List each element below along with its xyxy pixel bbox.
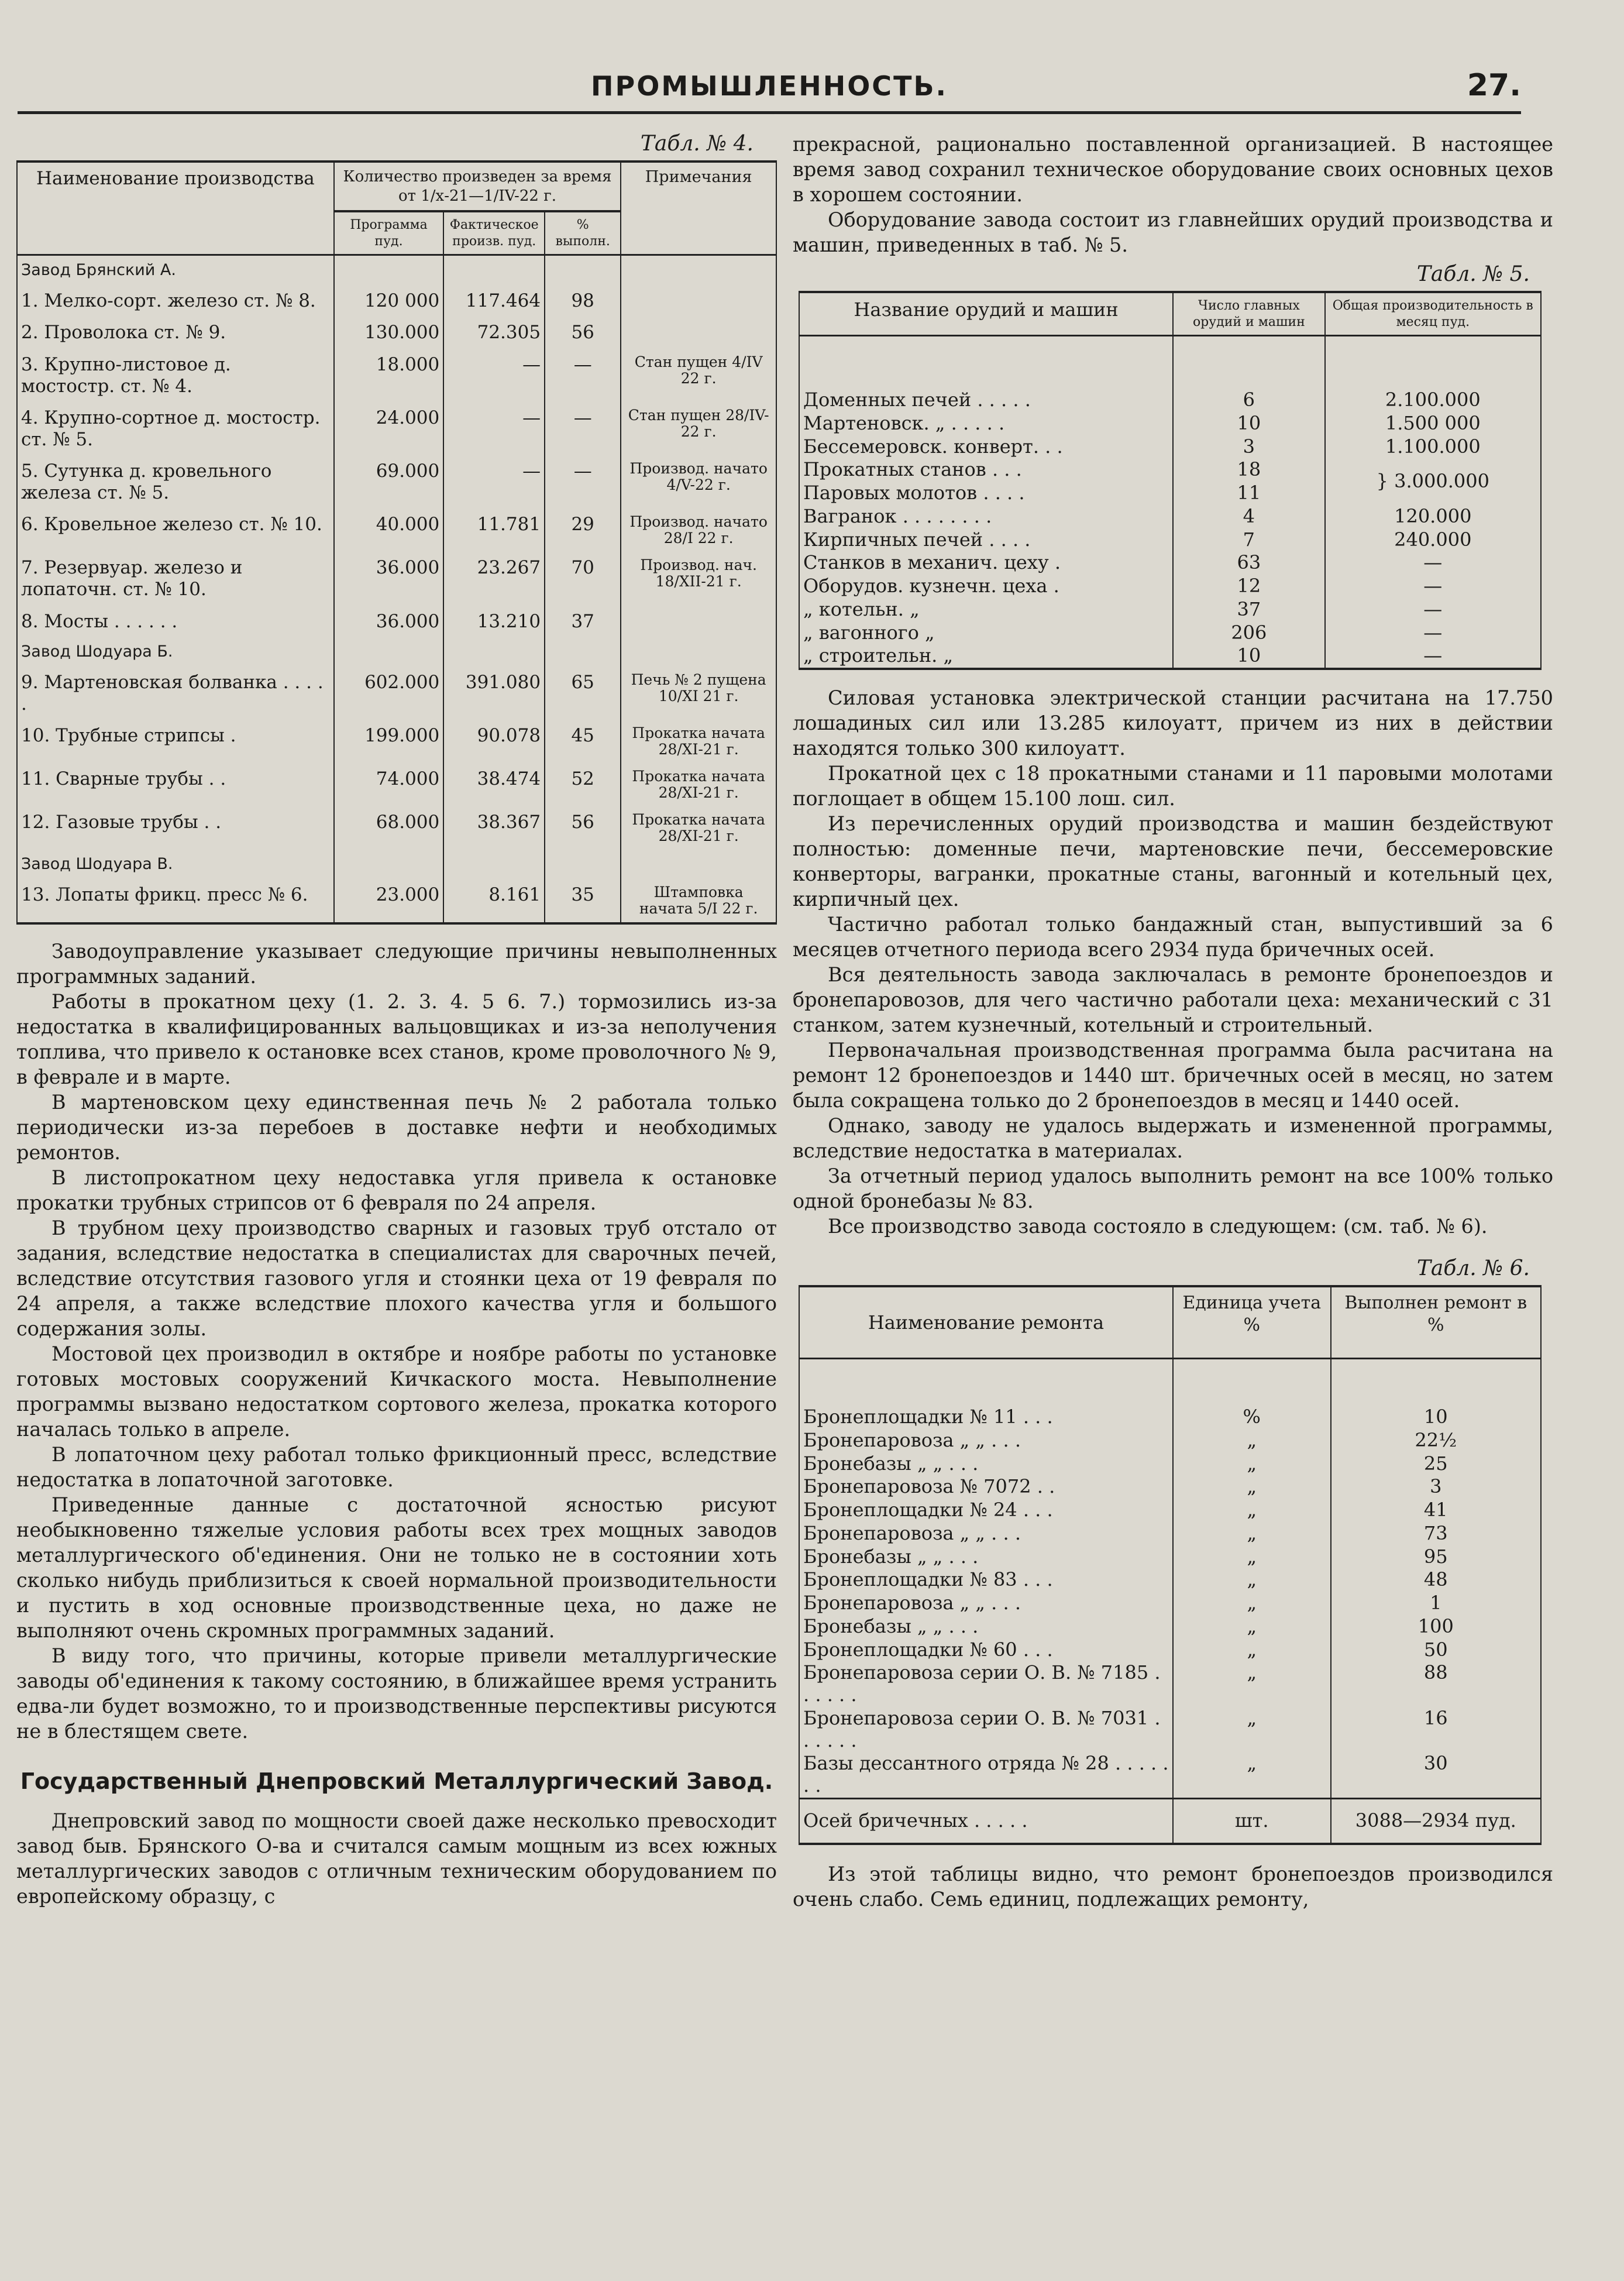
product-name: 13. Лопаты фрикц. пресс № 6. [17,879,334,923]
product-name: 1. Мелко-сорт. железо ст. № 8. [17,285,334,317]
repair-name: Осей бричечных . . . . . [799,1798,1173,1843]
percent-value: 98 [545,285,621,317]
paragraph: В трубном цеху производство сварных и газовых труб отстало от задания, вследствие недостатка в специалистах для сварочных печей, вследствие отсутствия газового угля и стоянки цеха от 19 февраля по 24 апреля, а также вследствие плохого качества угля и большого содержания золы. [16,1217,777,1341]
paragraph: Частично работал только бандажный стан, выпустивший за 6 месяцев отчетного периода всего 2934 пуда бричечных осей. [793,913,1553,961]
program-value: 18.000 [334,349,444,402]
equipment-capacity: 2.100.000 [1325,336,1541,412]
empty-cell [545,850,621,879]
percent-value: 45 [545,720,621,763]
t6-head-done: Выполнен ремонт в % [1331,1286,1541,1359]
table-row [17,606,776,638]
note-value [621,317,776,349]
repair-done: 25 [1331,1452,1541,1476]
equipment-count: 10 [1173,644,1324,669]
note-value: Производ. начато 4/V-22 г. [621,455,776,509]
right-end-paragraph: Из этой таблицы видно, что ремонт бронепоездов производился очень слабо. Семь единиц, подлежащих ремонту, [793,1862,1553,1911]
paragraph: Приведенные данные с достаточной ясностью рисуют необыкновенно тяжелые условия работы всех трех мощных заводов металлургического об'единения. Они не только не в состоянии хоть сколько нибудь приблизиться к своей нормальной производительности и пустить в ход основные производственные цеха, но даже не выполняют очень скромных программных заданий. [16,1493,777,1643]
program-value: 69.000 [334,455,444,509]
repair-unit: шт. [1173,1798,1331,1843]
section-title: Государственный Днепровский Металлургический Завод. [20,1768,773,1795]
percent-value: 70 [545,552,621,605]
factory-group-label: Завод Шодуара Б. [17,637,334,667]
equipment-capacity: — [1325,598,1541,621]
equipment-count: 63 [1173,551,1324,575]
t4-head-actual: Фактическое произв. пуд. [443,211,545,255]
percent-value: 52 [545,763,621,806]
repair-name: Бронеплощадки № 83 . . . [799,1568,1173,1592]
actual-value: — [443,455,545,509]
program-value: 40.000 [334,509,444,552]
paragraph: Все производство завода состояло в следующем: (см. таб. № 6). [828,1215,1488,1238]
right-column [793,132,1553,1912]
table-row [799,336,1541,412]
paragraph: Силовая установка электрической станции расчитана на 17.750 лошадиных сил или 13.285 килоуатт, причем из них в действии находятся только 300 килоуатт. [793,686,1553,760]
empty-cell [545,637,621,667]
equipment-count: 11 [1173,482,1324,505]
paragraph: Вся деятельность завода заключалась в ремонте бронепоездов и бронепаровозов, для чего частично работали цеха: механический с 31 станком, затем кузнечный, котельный и строительный. [793,963,1553,1036]
section-heading: ПРОМЫШЛЕННОСТЬ. [591,70,948,102]
table-row [799,598,1541,621]
repair-done: 73 [1331,1522,1541,1545]
paragraph: прекрасной, рационально поставленной организацией. В настоящее время завод сохранил техническое оборудование своих основных цехов в хорошем состоянии. [793,133,1553,206]
repair-done: 100 [1331,1615,1541,1638]
table-row [799,575,1541,598]
program-value: 130.000 [334,317,444,349]
paragraph: Мостовой цех производил в октябре и ноябре работы по установке готовых мостовых сооружений Кичкаского моста. Невыполнение программы вызвано недостатком сортового железа, прокатка которого началась только в апреле. [16,1342,777,1441]
actual-value: — [443,402,545,455]
table-row [17,509,776,552]
equipment-name: Доменных печей . . . . . [799,336,1173,412]
table-row [799,458,1541,482]
program-value: 120 000 [334,285,444,317]
program-value: 602.000 [334,667,444,720]
percent-value: — [545,402,621,455]
repair-done: 88 [1331,1661,1541,1707]
t6-head-unit: Единица учета % [1173,1286,1331,1359]
actual-value: — [443,349,545,402]
equipment-name: Паровых молотов . . . . [799,482,1173,505]
paragraph: В лопаточном цеху работал только фрикционный пресс, вследствие недостатка в лопаточной заготовке. [16,1443,777,1492]
paragraph: Оборудование завода состоит из главнейших орудий производства и машин, приведенных в таб. № 5. [793,208,1553,256]
equipment-name: Бессемеровск. конверт. . . [799,435,1173,459]
repair-done: 41 [1331,1499,1541,1522]
product-name: 12. Газовые трубы . . [17,806,334,850]
table-row [799,1661,1541,1707]
equipment-count: 10 [1173,412,1324,435]
repair-name: Бронеплощадки № 24 . . . [799,1499,1173,1522]
table-row [17,402,776,455]
actual-value: 13.210 [443,606,545,638]
t4-head-program: Программа пуд. [334,211,444,255]
table4 [16,160,777,925]
product-name: 8. Мосты . . . . . . [17,606,334,638]
t5-body [799,336,1541,669]
paragraph: Прокатной цех с 18 прокатными станами и 11 паровыми молотами поглощает в общем 15.100 лош. сил. [793,762,1553,810]
table-row [17,720,776,763]
repair-name: Бронепаровоза „ „ . . . [799,1592,1173,1615]
program-value: 74.000 [334,763,444,806]
program-value: 24.000 [334,402,444,455]
table-row [799,1798,1541,1843]
repair-unit: „ [1173,1638,1331,1662]
table-row [799,528,1541,552]
table-row [17,552,776,605]
left-column [16,132,777,1909]
empty-cell [545,255,621,285]
product-name: 11. Сварные трубы . . [17,763,334,806]
note-value: Печь № 2 пущена 10/XI 21 г. [621,667,776,720]
equipment-capacity: — [1325,644,1541,669]
note-value [621,606,776,638]
paragraph: Работы в прокатном цеху (1. 2. 3. 4. 5 6. 7.) тормозились из-за недостатка в квалифицированных вальцовщиках и из-за неполучения топлива, что привело к остановке всех станов, кроме проволочного № 9, в феврале и в марте. [16,990,777,1089]
left-text [16,939,777,1744]
note-value: Стан пущен 4/IV 22 г. [621,349,776,402]
t4-head-percent: % выполн. [545,211,621,255]
repair-name: Базы дессантного отряда № 28 . . . . . . . [799,1752,1173,1798]
program-value: 199.000 [334,720,444,763]
repair-unit: „ [1173,1545,1331,1569]
repair-done: 3088—2934 пуд. [1331,1798,1541,1843]
right-text [793,685,1553,1239]
repair-unit: „ [1173,1661,1331,1707]
factory-group-label: Завод Шодуара В. [17,850,334,879]
equipment-capacity: 240.000 [1325,528,1541,552]
table-row [799,1522,1541,1545]
equipment-capacity: 1.100.000 [1325,435,1541,459]
empty-cell [621,637,776,667]
percent-value: — [545,349,621,402]
table-row [799,435,1541,459]
table-row [799,1592,1541,1615]
equipment-count: 7 [1173,528,1324,552]
factory-group-label: Завод Брянский А. [17,255,334,285]
note-value [621,285,776,317]
actual-value: 72.305 [443,317,545,349]
table-row [799,1475,1541,1499]
table6-caption: Табл. № 6. [1416,1256,1530,1280]
empty-cell [334,850,444,879]
equipment-name: Мартеновск. „ . . . . . [799,412,1173,435]
equipment-name: Кирпичных печей . . . . [799,528,1173,552]
table-row [799,1429,1541,1452]
actual-value: 117.464 [443,285,545,317]
empty-cell [621,255,776,285]
repair-name: Бронеплощадки № 60 . . . [799,1638,1173,1662]
actual-value: 8.161 [443,879,545,923]
repair-done: 30 [1331,1752,1541,1798]
actual-value: 38.367 [443,806,545,850]
paragraph: В листопрокатном цеху недоставка угля привела к остановке прокатки трубных стрипсов от 6 февраля по 24 апреля. [16,1166,777,1215]
table-row [799,644,1541,669]
t6-body [799,1359,1541,1844]
equipment-count: 4 [1173,505,1324,528]
repair-unit: „ [1173,1568,1331,1592]
percent-value: 56 [545,806,621,850]
table4-caption: Табл. № 4. [640,132,753,156]
repair-name: Бронепаровоза серии О. В. № 7031 . . . . . . [799,1707,1173,1753]
table-row [799,1615,1541,1638]
equipment-capacity: — [1325,551,1541,575]
table-row [17,667,776,720]
percent-value: 35 [545,879,621,923]
t4-head-produced: Количество произведен за время от 1/х-21—1/IV-22 г. [334,162,621,211]
equipment-name: Оборудов. кузнечн. цеха . [799,575,1173,598]
table-row [799,1499,1541,1522]
repair-done: 1 [1331,1592,1541,1615]
repair-name: Бронепаровоза серии О. В. № 7185 . . . . . . [799,1661,1173,1707]
repair-unit: % [1173,1359,1331,1429]
table-row [799,1452,1541,1476]
equipment-name: „ котельн. „ [799,598,1173,621]
t5-head-capacity: Общая производительность в месяц пуд. [1325,292,1541,336]
page-number: 27. [1467,68,1521,103]
t6-head-name: Наименование ремонта [799,1286,1173,1359]
table-row [17,455,776,509]
program-value: 36.000 [334,552,444,605]
repair-done: 50 [1331,1638,1541,1662]
percent-value: 29 [545,509,621,552]
equipment-name: „ строительн. „ [799,644,1173,669]
repair-name: Бронепаровоза „ „ . . . [799,1522,1173,1545]
empty-cell [443,850,545,879]
table-row [799,505,1541,528]
repair-done: 16 [1331,1707,1541,1753]
paragraph: Однако, заводу не удалось выдержать и измененной программы, вследствие недостатка в материалах. [793,1114,1553,1162]
repair-done: 48 [1331,1568,1541,1592]
empty-cell [443,637,545,667]
equipment-name: „ вагонного „ [799,621,1173,645]
table-row [799,412,1541,435]
product-name: 2. Проволока ст. № 9. [17,317,334,349]
t4-head-notes: Примечания [621,162,776,255]
equipment-count: 3 [1173,435,1324,459]
t5-head-count: Число главных орудий и машин [1173,292,1324,336]
repair-unit: „ [1173,1592,1331,1615]
repair-unit: „ [1173,1752,1331,1798]
table-row [17,255,776,285]
table-row [17,637,776,667]
repair-unit: „ [1173,1615,1331,1638]
table-row [17,763,776,806]
equipment-name: Прокатных станов . . . [799,458,1173,482]
product-name: 7. Резервуар. железо и лопаточн. ст. № 10. [17,552,334,605]
paragraph: За отчетный период удалось выполнить ремонт на все 100% только одной бронебазы № 83. [793,1164,1553,1212]
percent-value: 65 [545,667,621,720]
empty-cell [334,255,444,285]
section-paragraph: Днепровский завод по мощности своей даже несколько превосходит завод быв. Брянского О-ва и считался самым мощным из всех южных металлургических заводов с отличным техническим оборудованием по европейскому образцу, с [16,1809,777,1908]
table5-caption: Табл. № 5. [1416,262,1530,286]
equipment-count: 18 [1173,458,1324,482]
note-value: Производ. начато 28/I 22 г. [621,509,776,552]
repair-unit: „ [1173,1429,1331,1452]
note-value: Прокатка начата 28/XI-21 г. [621,720,776,763]
product-name: 5. Сутунка д. кровельного железа ст. № 5. [17,455,334,509]
table-row [17,806,776,850]
equipment-capacity: 1.500 000 [1325,412,1541,435]
paragraph: В виду того, что причины, которые привели металлургические заводы об'единения к такому состоянию, в ближайшее время устранить едва-ли будет возможно, то и производственные перспективы рисуются не в блестящем свете. [16,1644,777,1743]
note-value: Стан пущен 28/IV-22 г. [621,402,776,455]
actual-value: 23.267 [443,552,545,605]
percent-value: — [545,455,621,509]
equipment-capacity: 120.000 [1325,505,1541,528]
repair-done: 10 [1331,1359,1541,1429]
product-name: 10. Трубные стрипсы . [17,720,334,763]
equipment-name: Вагранок . . . . . . . . [799,505,1173,528]
actual-value: 11.781 [443,509,545,552]
equipment-capacity: — [1325,575,1541,598]
table-row [799,1707,1541,1753]
empty-cell [621,850,776,879]
table-row [799,1545,1541,1569]
t4-head-name: Наименование производства [17,162,334,255]
repair-name: Бронепаровоза „ „ . . . [799,1429,1173,1452]
table-row [799,621,1541,645]
percent-value: 37 [545,606,621,638]
actual-value: 38.474 [443,763,545,806]
table6 [799,1285,1542,1845]
actual-value: 90.078 [443,720,545,763]
repair-done: 95 [1331,1545,1541,1569]
product-name: 6. Кровельное железо ст. № 10. [17,509,334,552]
table-row [17,285,776,317]
repair-name: Бронебазы „ „ . . . [799,1452,1173,1476]
table5 [799,291,1542,670]
table-row [799,1568,1541,1592]
table-row [799,1752,1541,1798]
repair-name: Бронебазы „ „ . . . [799,1615,1173,1638]
repair-unit: „ [1173,1707,1331,1753]
repair-unit: „ [1173,1522,1331,1545]
paragraph: Заводоуправление указывает следующие причины невыполненных программных заданий. [16,940,777,988]
note-value: Производ. нач. 18/XII-21 г. [621,552,776,605]
page-header [18,64,1521,114]
paragraph: Первоначальная производственная программа была расчитана на ремонт 12 бронепоездов и 1440 шт. бричечных осей в месяц, но затем была сокращена только до 2 бронепоездов в месяц и 1440 осей. [793,1039,1553,1112]
t5-head-name: Название орудий и машин [799,292,1173,336]
equipment-name: Станков в механич. цеху . [799,551,1173,575]
repair-name: Бронебазы „ „ . . . [799,1545,1173,1569]
table-row [799,1359,1541,1429]
table-row [17,317,776,349]
repair-unit: „ [1173,1475,1331,1499]
empty-cell [443,255,545,285]
percent-value: 56 [545,317,621,349]
paragraph: В мартеновском цеху единственная печь № 2 работала только периодически из-за перебоев в доставке нефти и необходимых ремонтов. [16,1091,777,1164]
table-row [799,551,1541,575]
equipment-count: 6 [1173,336,1324,412]
equipment-count: 37 [1173,598,1324,621]
note-value: Прокатка начата 28/XI-21 г. [621,806,776,850]
t4-body [17,255,776,924]
product-name: 4. Крупно-сортное д. мостостр. ст. № 5. [17,402,334,455]
table-row [17,349,776,402]
program-value: 36.000 [334,606,444,638]
repair-done: 3 [1331,1475,1541,1499]
equipment-count: 206 [1173,621,1324,645]
repair-unit: „ [1173,1452,1331,1476]
note-value: Штамповка начата 5/I 22 г. [621,879,776,923]
repair-unit: „ [1173,1499,1331,1522]
paragraph: Из перечисленных орудий производства и машин бездействуют полностью: доменные печи, мартеновские печи, бессемеровские конверторы, вагранки, прокатные станы, вагонный и котельный цех, кирпичный цех. [793,812,1553,911]
product-name: 9. Мартеновская болванка . . . . . [17,667,334,720]
empty-cell [334,637,444,667]
equipment-capacity-merged: } 3.000.000 [1325,458,1541,505]
repair-name: Бронеплощадки № 11 . . . [799,1359,1173,1429]
note-value: Прокатка начата 28/XI-21 г. [621,763,776,806]
equipment-count: 12 [1173,575,1324,598]
table-row [17,850,776,879]
right-intro [793,132,1553,257]
program-value: 68.000 [334,806,444,850]
equipment-capacity: — [1325,621,1541,645]
repair-done: 22½ [1331,1429,1541,1452]
product-name: 3. Крупно-листовое д. мостостр. ст. № 4. [17,349,334,402]
repair-name: Бронепаровоза № 7072 . . [799,1475,1173,1499]
table-row [17,879,776,923]
table-row [799,1638,1541,1662]
actual-value: 391.080 [443,667,545,720]
program-value: 23.000 [334,879,444,923]
